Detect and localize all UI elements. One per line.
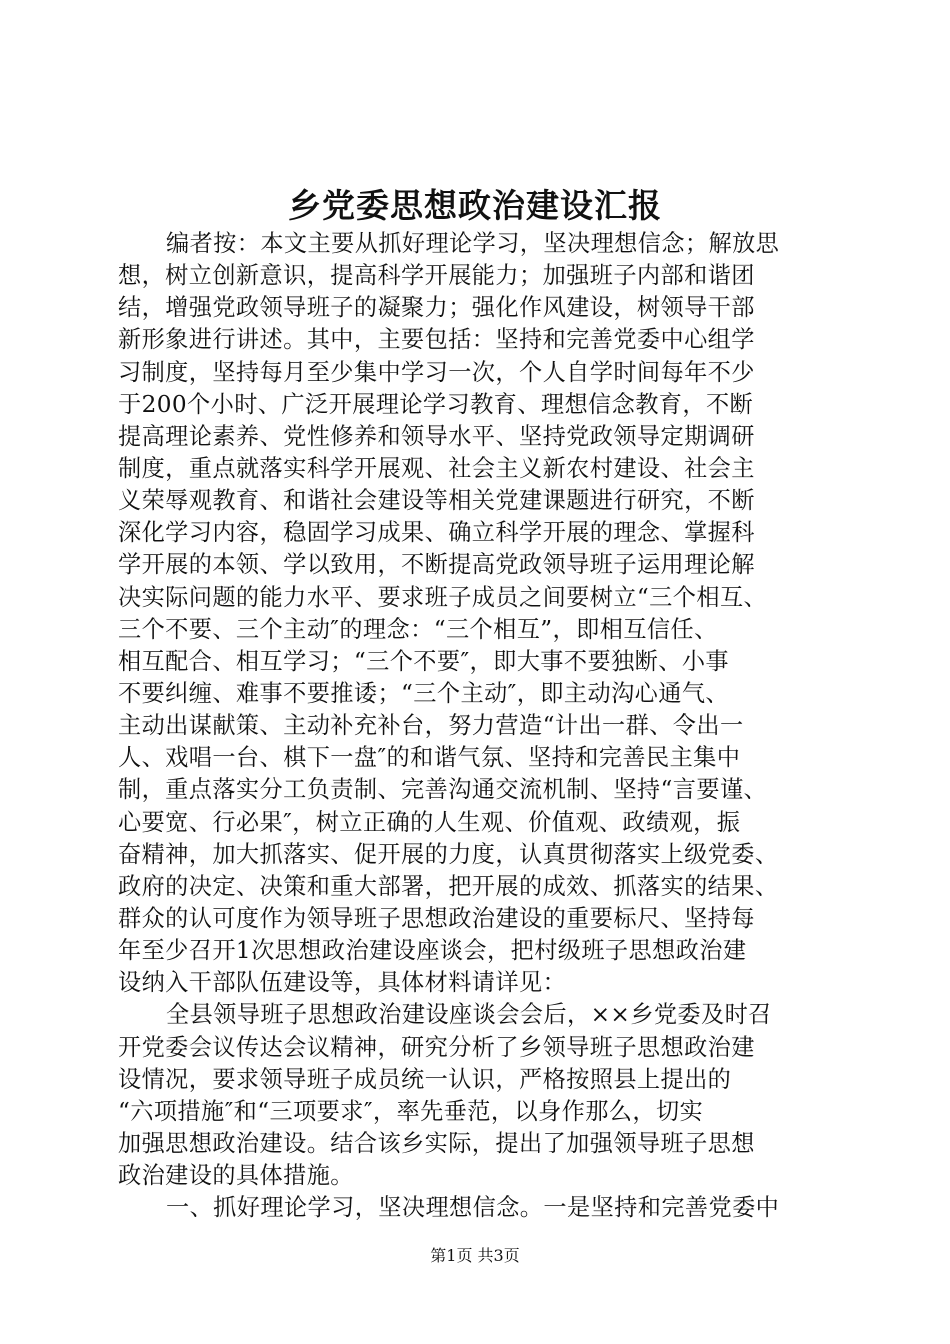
document-title: 乡党委思想政治建设汇报: [288, 186, 662, 225]
text-line: 提高理论素养、党性修养和领导水平、坚持党政领导定期调研: [118, 422, 755, 450]
text-line: 义荣辱观教育、和谐社会建设等相关党建课题进行研究，不断: [118, 487, 755, 515]
text-line: 主动出谋献策、主动补充补台，努力营造“计出一群、令出一: [118, 712, 744, 740]
text-line: 政治建设的具体措施。: [118, 1162, 354, 1190]
text-line: 深化学习内容，稳固学习成果、确立科学开展的理念、掌握科: [118, 519, 755, 547]
text-line: 群众的认可度作为领导班子思想政治建设的重要标尺、坚持每: [118, 904, 755, 932]
text-line: 政府的决定、决策和重大部署，把开展的成效、抓落实的结果、: [118, 872, 779, 900]
text-line: 开党委会议传达会议精神，研究分析了乡领导班子思想政治建: [118, 1033, 755, 1061]
text-line: 不要纠缠、难事不要推诿；“三个主动″，即主动沟心通气、: [118, 679, 730, 707]
text-line: 加强思想政治建设。结合该乡实际，提出了加强领导班子思想: [118, 1129, 755, 1157]
text-line: 习制度，坚持每月至少集中学习一次，个人自学时间每年不少: [118, 358, 755, 386]
text-line: 相互配合、相互学习；“三个不要″，即大事不要独断、小事: [118, 647, 730, 675]
text-line: 学开展的本领、学以致用，不断提高党政领导班子运用理论解: [118, 551, 755, 579]
text-line: 年至少召开1次思想政治建设座谈会，把村级班子思想政治建: [118, 937, 747, 965]
text-line: 全县领导班子思想政治建设座谈会会后，××乡党委及时召: [166, 1001, 772, 1029]
page-footer: 第1页 共3页: [430, 1246, 520, 1265]
text-line: 人、戏唱一台、棋下一盘″的和谐气氛、坚持和完善民主集中: [118, 744, 741, 772]
text-line: 心要宽、行必果″，树立正确的人生观、价值观、政绩观，振: [118, 808, 741, 836]
text-line: 制度，重点就落实科学开展观、社会主义新农村建设、社会主: [118, 454, 755, 482]
text-line: 结，增强党政领导班子的凝聚力；强化作风建设，树领导干部: [118, 294, 755, 322]
text-line: 设纳入干部队伍建设等，具体材料请详见：: [118, 969, 567, 997]
text-line: 决实际问题的能力水平、要求班子成员之间要树立“三个相互、: [118, 583, 768, 611]
text-line: 一、抓好理论学习，坚决理想信念。一是坚持和完善党委中: [166, 1194, 780, 1222]
text-line: 编者按：本文主要从抓好理论学习，坚决理想信念；解放思: [166, 230, 780, 257]
text-line: 想，树立创新意识，提高科学开展能力；加强班子内部和谐团: [118, 262, 755, 290]
text-line: 奋精神，加大抓落实、促开展的力度，认真贯彻落实上级党委、: [118, 840, 779, 868]
text-line: 新形象进行讲述。其中，主要包括：坚持和完善党委中心组学: [118, 326, 755, 354]
text-line: 于200个小时、广泛开展理论学习教育、理想信念教育，不断: [118, 390, 754, 418]
text-line: 三个不要、三个主动″的理念：“三个相互”，即相互信任、: [118, 615, 718, 643]
text-line: 设情况，要求领导班子成员统一认识，严格按照县上提出的: [118, 1065, 732, 1093]
text-line: 制，重点落实分工负责制、完善沟通交流机制、坚持“言要谨、: [118, 776, 768, 804]
document-body: [118, 228, 838, 1224]
text-line: “六项措施″和“三项要求″，率先垂范，以身作那么，切实: [118, 1097, 704, 1125]
